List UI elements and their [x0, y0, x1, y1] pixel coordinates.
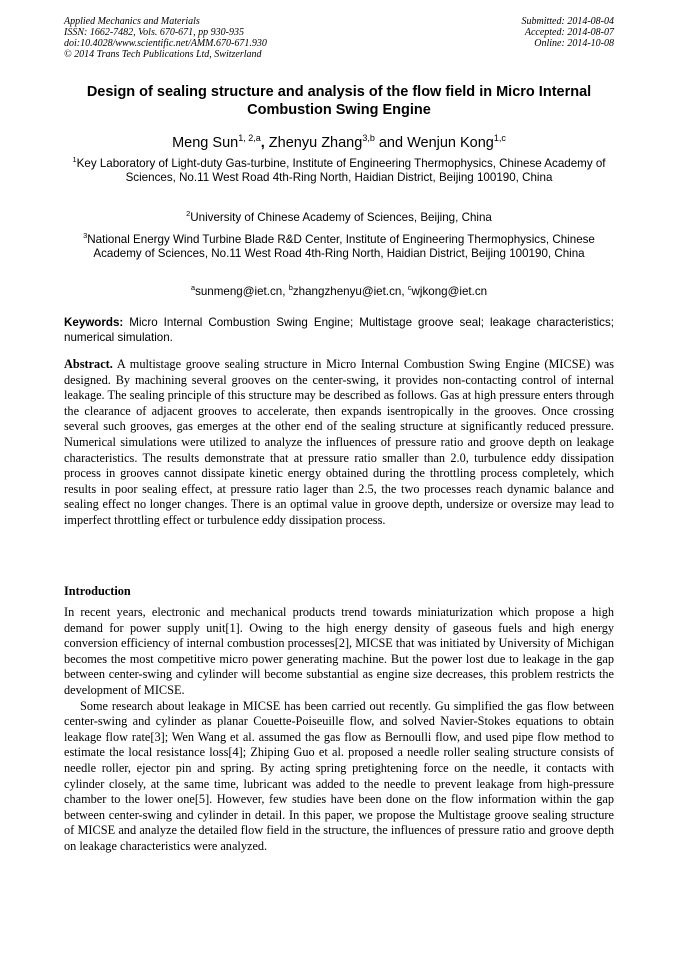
affiliation-marker: 3	[83, 231, 88, 240]
author-superscript: 1, 2,a	[238, 133, 261, 143]
keywords-label: Keywords:	[64, 316, 124, 329]
author-separator: and	[374, 134, 408, 151]
author-name: Zhenyu Zhang	[268, 134, 363, 151]
author-superscript: 1,c	[493, 133, 506, 143]
affiliation-text: Key Laboratory of Light-duty Gas-turbine, Institute of Engineering Thermophysics, Chinese Academy of Sciences, No.11 West Road 4th-Ring North, Haidian District, Beijing 100190, China	[76, 156, 606, 185]
affiliation-marker: 2	[186, 209, 191, 218]
affiliation-1	[62, 153, 616, 186]
author-list	[60, 129, 618, 152]
affiliation-marker: 1	[72, 155, 77, 164]
author-name: Wenjun Kong	[407, 134, 494, 151]
author-separator: ,	[260, 134, 269, 151]
email-marker: a	[190, 283, 196, 292]
accepted-date: Accepted: 2014-08-07	[524, 27, 614, 38]
abstract-label: Abstract.	[64, 357, 113, 371]
abstract	[64, 357, 614, 529]
journal-name: Applied Mechanics and Materials	[64, 16, 200, 27]
email-link[interactable]: sunmeng@iet.cn,	[195, 284, 289, 298]
paper-title: Design of sealing structure and analysis of the flow field in Micro Internal Combustion Swing Engine	[86, 84, 592, 118]
keywords	[64, 316, 614, 345]
affiliation-text: National Energy Wind Turbine Blade R&D Center, Institute of Engineering Thermophysics, Chinese Academy of Sciences, No.11 West Road 4th-Ring North, Haidian District, Beijing 100190, China	[87, 232, 595, 261]
email-marker: b	[288, 283, 293, 292]
abstract-text: A multistage groove sealing structure in Micro Internal Combustion Swing Engine (MICSE) was designed. By machining several grooves on the center-swing, it provides non-contacting control of internal leakage. The sealing principle of this structure may be described as follows. Gas at high pressure enters through the clearance of adjacent grooves to accelerate, then expands isentropically in the grooves. Once crossing several such grooves, gas emerges at the other end of the sealing structure at significantly reduced pressure. Numerical simulations were utilized to analyze the influences of pressure ratio and groove depth on leakage characteristics. The results demonstrate that at pressure ratio smaller than 2.0, turbulence eddy dissipation process in grooves cannot dissipate kinetic energy obtained during the throttling process completely, which results in poor sealing effect, at pressure ratio lager than 2.5, the two processes reach dynamic balance and sealing effect no longer changes. There is an optimal value in groove depth, undersize or oversize may lead to imperfect throttling effect or turbulence eddy dissipation process.	[64, 357, 614, 527]
affiliation-2	[62, 207, 616, 225]
email-marker: c	[407, 283, 412, 292]
online-date: Online: 2014-10-08	[534, 38, 614, 49]
issn-line: ISSN: 1662-7482, Vols. 670-671, pp 930-935	[64, 27, 244, 38]
section-heading-introduction: Introduction	[64, 584, 131, 598]
email-link[interactable]: wjkong@iet.cn	[411, 284, 488, 298]
dates-info	[522, 16, 615, 49]
submitted-date: Submitted: 2014-08-04	[521, 16, 614, 27]
introduction-body	[64, 605, 614, 855]
author-superscript: 3,b	[362, 133, 375, 143]
doi-line: doi:10.4028/www.scientific.net/AMM.670-671.930	[64, 38, 267, 49]
affiliation-3	[62, 229, 616, 262]
copyright-line: © 2014 Trans Tech Publications Ltd, Switzerland	[64, 49, 262, 60]
affiliation-text: University of Chinese Academy of Sciences, Beijing, China	[190, 210, 492, 224]
paragraph: Some research about leakage in MICSE has been carried out recently. Gu simplified the gas flow between center-swing and cylinder as planar Couette-Poiseuille flow, and solved Navier-Stokes equations to obtain leakage flow rate[3]; Wen Wang et al. assumed the gas flow as Bernoulli flow, and used pipe flow method to estimate the local resistance loss[4]; Zhiping Guo et al. proposed a needle roller sealing structure consists of needle roller, ejector pin and spring. By acting spring pretightening force on the needle, it contacts with cylinder closely, at the same time, lubricant was added to the needle to prevent leakage from high-pressure chamber to the lower one[5]. However, few studies have been done on the flow information within the gap between center-swing and cylinder in detail. In this paper, we propose the Multistage groove sealing structure of MICSE and analyze the detailed flow field in the structure, the influences of pressure ratio and groove depth on leakage characteristics were analyzed.	[64, 698, 614, 853]
paragraph: In recent years, electronic and mechanical products trend towards miniaturization which propose a high demand for power supply unit[1]. Owing to the high energy density of gaseous fuels and high energy conversion efficiency of internal combustion processes[2], MICSE that was initiated by University of Michigan becomes the most competitive micro power generating machine. But the power lost due to leakage in the gap between center-swing and cylinder will become substantial as engine size decreases, this problem restricts the development of MICSE.	[64, 605, 614, 697]
email-link[interactable]: zhangzhenyu@iet.cn,	[292, 284, 408, 298]
email-list	[62, 281, 616, 299]
author-name: Meng Sun	[172, 134, 239, 151]
journal-info	[64, 16, 267, 60]
keywords-text: Micro Internal Combustion Swing Engine; Multistage groove seal; leakage characteristics; numerical simulation.	[64, 316, 614, 344]
